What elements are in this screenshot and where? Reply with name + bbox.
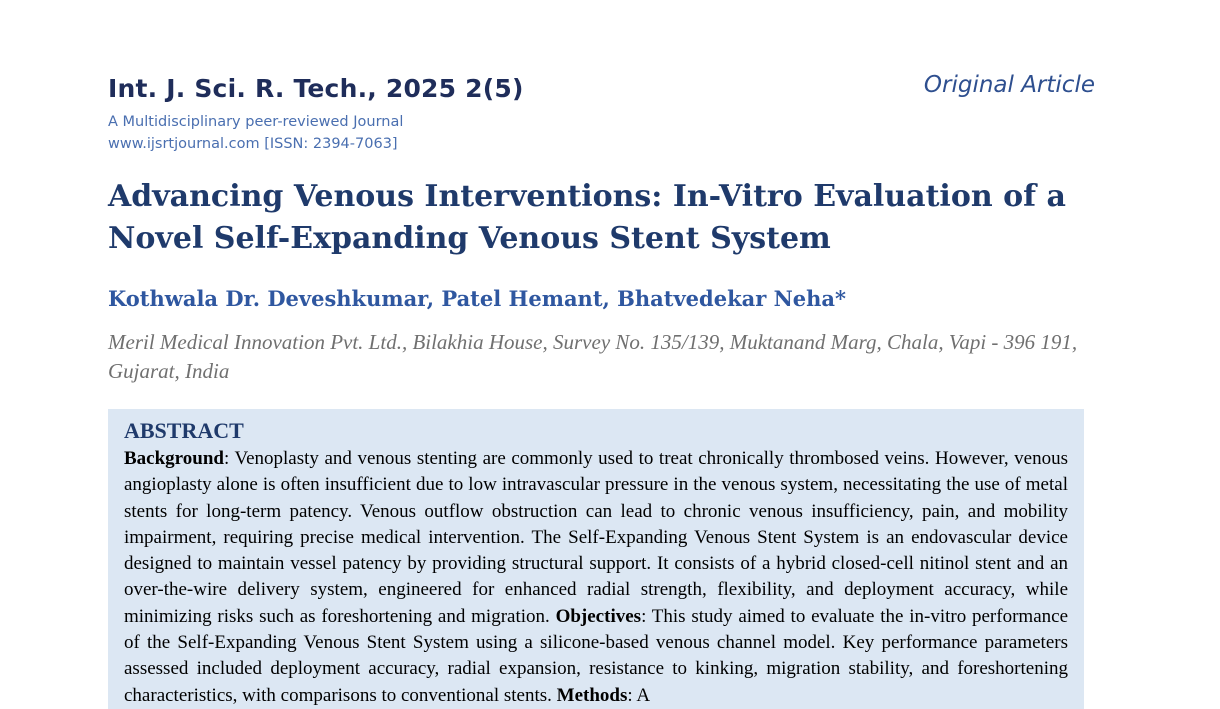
journal-title: Int. J. Sci. R. Tech., 2025 2(5) — [108, 74, 524, 103]
article-type-label: Original Article — [923, 72, 1095, 98]
objectives-label: Objectives — [555, 605, 642, 627]
author-affiliation: Meril Medical Innovation Pvt. Ltd., Bilakhia House, Survey No. 135/139, Muktanand Marg, Chala, Vapi - 396 191, Gujarat, India — [108, 330, 1078, 383]
journal-tagline: A Multidisciplinary peer-reviewed Journal — [108, 114, 404, 130]
background-text: : Venoplasty and venous stenting are commonly used to treat chronically thrombosed veins. However, venous angioplasty alone is often insufficient due to low intravascular pressure in the venous system, necessitating the use of metal stents for long-term patency. Venous outflow obstruction can lead to chronic venous insufficiency, pain, and mobility impairment, requiring precise medical intervention. The Self-Expanding Venous Stent System is an endovascular device designed to maintain vessel patency by providing structural support. It consists of a hybrid closed-cell nitinol stent and an over-the-wire delivery system, engineered for enhanced radial strength, flexibility, and deployment accuracy, while minimizing risks such as foreshortening and migration. — [124, 448, 1068, 627]
methods-text: : A — [627, 684, 651, 706]
abstract-heading: ABSTRACT — [124, 418, 244, 443]
author-list: Kothwala Dr. Deveshkumar, Patel Hemant, Bhatvedekar Neha* — [108, 286, 847, 311]
journal-url-issn: www.ijsrtjournal.com [ISSN: 2394-7063] — [108, 136, 398, 152]
abstract-body — [124, 446, 1068, 709]
methods-label: Methods — [556, 684, 628, 706]
abstract-section — [108, 409, 1084, 709]
background-label: Background — [124, 448, 224, 469]
paper-title: Advancing Venous Interventions: In-Vitro Evaluation of a Novel Self-Expanding Venous Stent System — [108, 179, 1066, 256]
objectives-text: : This study aimed to evaluate the in-vitro performance of the Self-Expanding Venous Stent System using a silicone-based venous channel model. Key performance parameters assessed included deployment accuracy, radial expansion, resistance to kinking, migration stability, and foreshortening characteristics, with comparisons to conventional stents. — [124, 605, 1068, 706]
